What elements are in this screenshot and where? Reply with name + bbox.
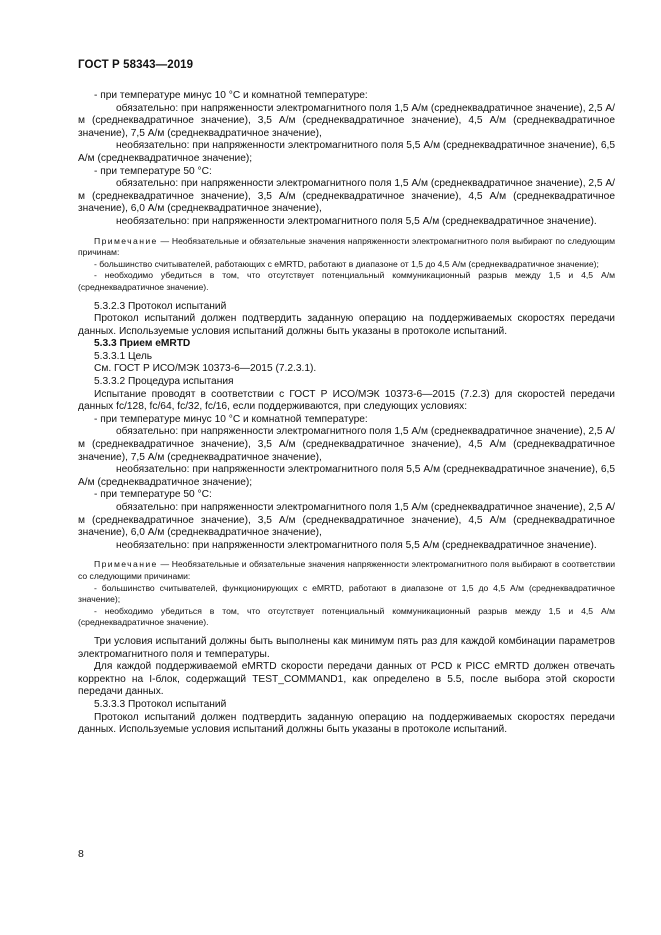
note-paragraph xyxy=(78,270,615,293)
note-paragraph xyxy=(78,559,615,582)
paragraph-text: Испытание проводят в соответствии с ГОСТ Р ИСО/МЭК 10373-6—2015 (7.2.3) для скоростей передачи данных fc/128, fc/64, fc/32, fc/16, если поддерживаются, при следующих условиях: xyxy=(78,388,615,413)
paragraph-text: необязательно: при напряженности электромагнитного поля 5,5 А/м (среднеквадратичное значение), 6,5 А/м (среднеквадратичное значение); xyxy=(78,464,615,488)
paragraph xyxy=(78,661,615,699)
page-number: 8 xyxy=(78,848,84,860)
paragraph xyxy=(78,636,615,661)
paragraph-text: — Необязательные и обязательные значения напряженности электромагнитного поля выбирают в соответствии со следующими причинами: xyxy=(78,559,615,581)
paragraph-text: обязательно: при напряженности электромагнитного поля 1,5 А/м (среднеквадратичное значение), 2,5 А/м (среднеквадратичное значение), 3,5 А/м (среднеквадратичное значение), 4,5 А/м (среднеквадратичное значение), 7,5 А/м (среднеквадратичное значение), xyxy=(78,102,615,139)
paragraph-text: 5.3.3.1 Цель xyxy=(94,350,153,362)
note-label: Примечание xyxy=(94,559,158,570)
note-paragraph xyxy=(78,606,615,629)
paragraph xyxy=(78,363,615,376)
paragraph xyxy=(78,301,615,314)
paragraph xyxy=(78,351,615,364)
note-label: Примечание xyxy=(94,235,158,246)
note-paragraph xyxy=(78,583,615,606)
paragraph xyxy=(78,216,615,229)
paragraph xyxy=(78,103,615,141)
paragraph-text: - при температуре минус 10 °С и комнатной температуре: xyxy=(94,90,368,101)
paragraph-text: - большинство считывателей, работающих с eMRTD, работают в диапазоне от 1,5 до 4,5 А/м (среднеквадратичное значение); xyxy=(94,258,599,269)
paragraph xyxy=(78,338,615,351)
spacer xyxy=(78,552,615,559)
note-paragraph xyxy=(78,259,615,271)
paragraph-text: - большинство считывателей, функционирующих с eMRTD, работают в диапазоне от 1,5 до 4,5 А/м (среднеквадратичное значение); xyxy=(78,582,615,605)
paragraph-text: - при температуре 50 °С: xyxy=(94,165,212,177)
paragraph-text: Три условия испытаний должны быть выполнены как минимум пять раз для каждой комбинации параметров электромагнитного поля и температуры. xyxy=(78,635,615,660)
paragraph-text: 5.3.3.3 Протокол испытаний xyxy=(94,698,227,710)
paragraph xyxy=(78,699,615,712)
paragraph xyxy=(78,313,615,338)
paragraph-text: Для каждой поддерживаемой eMRTD скорости передачи данных от PCD к PICC eMRTD должен отвечать корректно на I-блок, содержащий TEST_COMMAND1, как определено в 5.5, после выбора этой скорости передачи данных. xyxy=(78,661,615,698)
document-header: ГОСТ Р 58343—2019 xyxy=(78,59,194,71)
spacer xyxy=(78,629,615,636)
document-body xyxy=(78,90,615,737)
paragraph xyxy=(78,540,615,553)
paragraph-text: обязательно: при напряженности электромагнитного поля 1,5 А/м (среднеквадратичное значение), 2,5 А/м (среднеквадратичное значение), 3,5 А/м (среднеквадратичное значение), 4,5 А/м (среднеквадратичное значение), 7,5 А/м (среднеквадратичное значение), xyxy=(78,426,615,463)
paragraph xyxy=(78,376,615,389)
paragraph-text: обязательно: при напряженности электромагнитного поля 1,5 А/м (среднеквадратичное значение), 2,5 А/м (среднеквадратичное значение), 3,5 А/м (среднеквадратичное значение), 4,5 А/м (среднеквадратичное значение), 6,0 А/м (среднеквадратичное значение), xyxy=(78,502,615,539)
paragraph xyxy=(78,166,615,179)
paragraph xyxy=(78,178,615,216)
paragraph xyxy=(78,712,615,737)
paragraph-text: - необходимо убедиться в том, что отсутствует потенциальный коммуникационный разрыв между 1,5 и 4,5 А/м (среднеквадратичное значение). xyxy=(78,605,615,628)
paragraph-text: - при температуре минус 10 °С и комнатной температуре: xyxy=(94,413,368,425)
spacer xyxy=(78,294,615,301)
paragraph-text: 5.3.2.3 Протокол испытаний xyxy=(94,300,227,312)
paragraph-text: необязательно: при напряженности электромагнитного поля 5,5 А/м (среднеквадратичное значение). xyxy=(116,539,597,551)
paragraph-text: См. ГОСТ Р ИСО/МЭК 10373-6—2015 (7.2.3.1). xyxy=(94,363,317,375)
spacer xyxy=(78,229,615,236)
paragraph xyxy=(78,464,615,489)
paragraph-text: - необходимо убедиться в том, что отсутствует потенциальный коммуникационный разрыв между 1,5 и 4,5 А/м (среднеквадратичное значение). xyxy=(78,270,615,292)
paragraph-text: необязательно: при напряженности электромагнитного поля 5,5 А/м (среднеквадратичное значение). xyxy=(116,215,597,227)
paragraph-text: обязательно: при напряженности электромагнитного поля 1,5 А/м (среднеквадратичное значение), 2,5 А/м (среднеквадратичное значение), 3,5 А/м (среднеквадратичное значение), 4,5 А/м (среднеквадратичное значение), 6,0 А/м (среднеквадратичное значение), xyxy=(78,178,615,215)
paragraph xyxy=(78,426,615,464)
paragraph-text: — Необязательные и обязательные значения напряженности электромагнитного поля выбирают по следующим причинам: xyxy=(78,235,615,258)
paragraph-text: необязательно: при напряженности электромагнитного поля 5,5 А/м (среднеквадратичное значение), 6,5 А/м (среднеквадратичное значение); xyxy=(78,140,615,164)
paragraph xyxy=(78,414,615,427)
paragraph-text: 5.3.3 Прием eMRTD xyxy=(94,338,191,350)
paragraph-text: Протокол испытаний должен подтвердить заданную операцию на поддерживаемых скоростях передачи данных. Используемые условия испытаний должны быть указаны в протоколе испытаний. xyxy=(78,711,615,736)
paragraph xyxy=(78,140,615,165)
paragraph-text: Протокол испытаний должен подтвердить заданную операцию на поддерживаемых скоростях передачи данных. Используемые условия испытаний должны быть указаны в протоколе испытаний. xyxy=(78,313,615,337)
paragraph xyxy=(78,389,615,414)
note-paragraph xyxy=(78,236,615,259)
paragraph xyxy=(78,502,615,540)
paragraph xyxy=(78,489,615,502)
paragraph xyxy=(78,90,615,103)
paragraph-text: 5.3.3.2 Процедура испытания xyxy=(94,376,234,388)
paragraph-text: - при температуре 50 °С: xyxy=(94,489,212,501)
